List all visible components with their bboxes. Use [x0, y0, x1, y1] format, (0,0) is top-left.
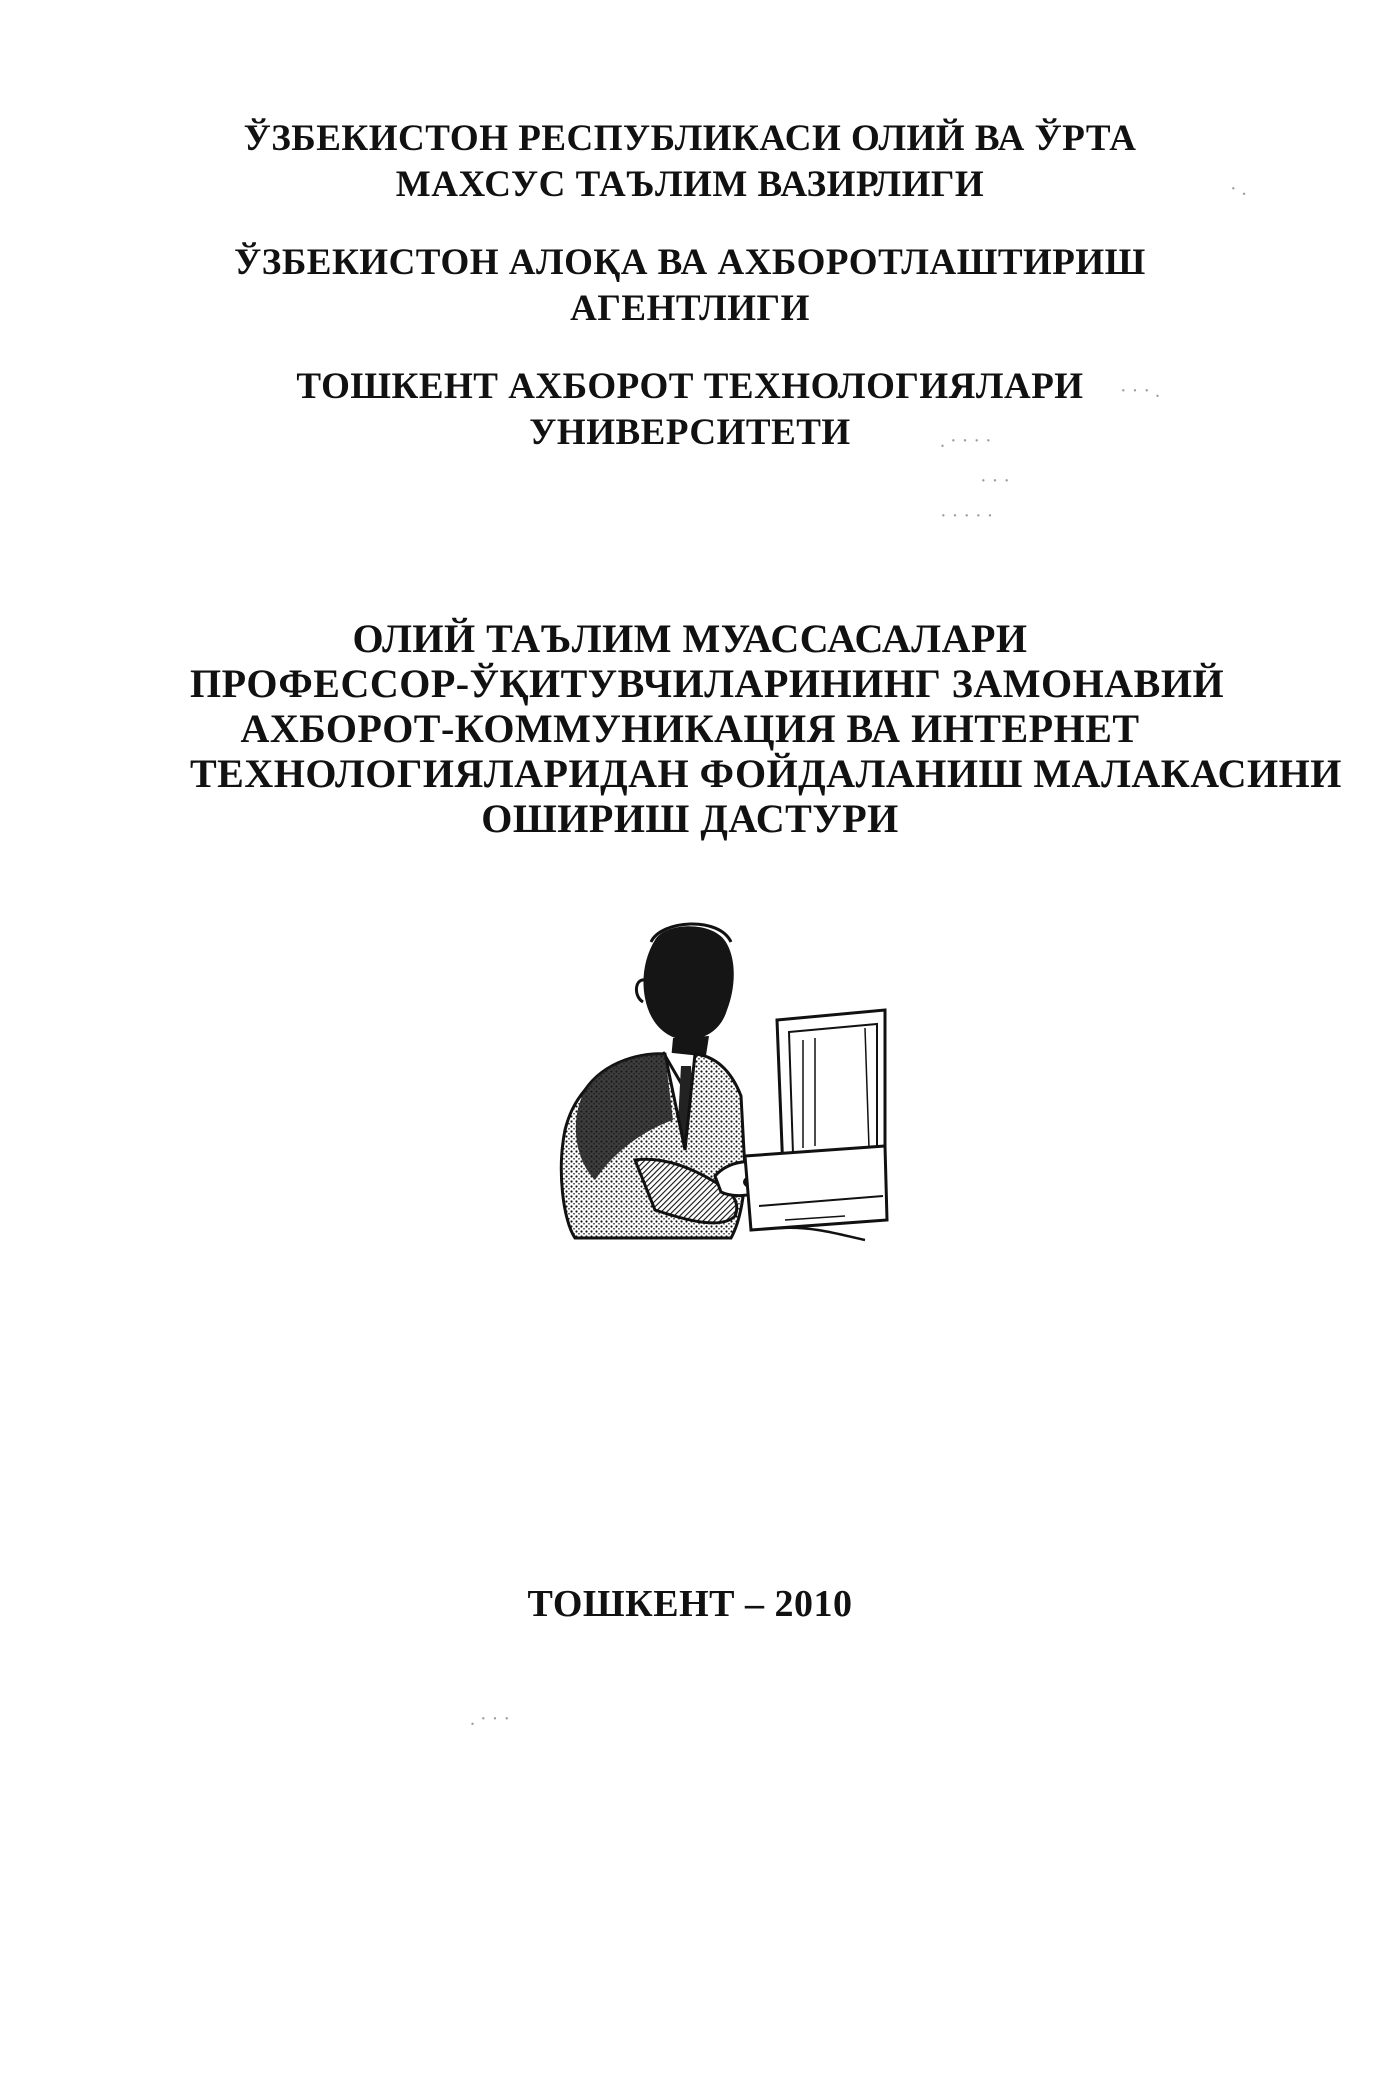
city-year-text: ТОШКЕНТ – 2010 — [527, 1583, 853, 1625]
university-line-1: ТОШКЕНТ АХБОРОТ ТЕХНОЛОГИЯЛАРИ — [296, 366, 1084, 407]
agency-heading — [190, 240, 1190, 332]
scan-speckle: . · · · — [470, 1708, 510, 1730]
title-line-1: ОЛИЙ ТАЪЛИМ МУАССАСАЛАРИ — [352, 616, 1028, 661]
scan-speckle: · · · · · — [940, 505, 994, 527]
city-year-footer — [190, 1581, 1190, 1627]
university-heading — [190, 364, 1190, 456]
university-line-2: УНИВЕРСИТЕТИ — [529, 412, 851, 453]
agency-line-1: ЎЗБЕКИСТОН АЛОҚА ВА АХБОРОТЛАШТИРИШ — [234, 242, 1146, 283]
ministry-line-2: МАХСУС ТАЪЛИМ ВАЗИРЛИГИ — [395, 164, 985, 205]
ministry-line-1: ЎЗБЕКИСТОН РЕСПУБЛИКАСИ ОЛИЙ ВА ЎРТА — [243, 118, 1137, 159]
person-at-computer-icon — [545, 920, 890, 1260]
title-line-3: АХБОРОТ-КОММУНИКАЦИЯ ВА ИНТЕРНЕТ — [240, 706, 1140, 751]
document-title — [190, 616, 1342, 841]
title-line-4: ТЕХНОЛОГИЯЛАРИДАН ФОЙДАЛАНИШ МАЛАКАСИНИ — [190, 751, 1342, 796]
scan-speckle: · · · . — [1120, 380, 1160, 402]
ministry-heading — [190, 116, 1190, 208]
scan-speckle: · · · — [980, 470, 1010, 492]
scan-speckle: · . — [1230, 178, 1247, 200]
agency-line-2: АГЕНТЛИГИ — [570, 288, 810, 329]
title-line-5: ОШИРИШ ДАСТУРИ — [481, 796, 899, 841]
scan-speckle: . · · · · — [940, 430, 992, 452]
title-line-2: ПРОФЕССОР-ЎҚИТУВЧИЛАРИНИНГ ЗАМОНАВИЙ — [190, 661, 1225, 706]
